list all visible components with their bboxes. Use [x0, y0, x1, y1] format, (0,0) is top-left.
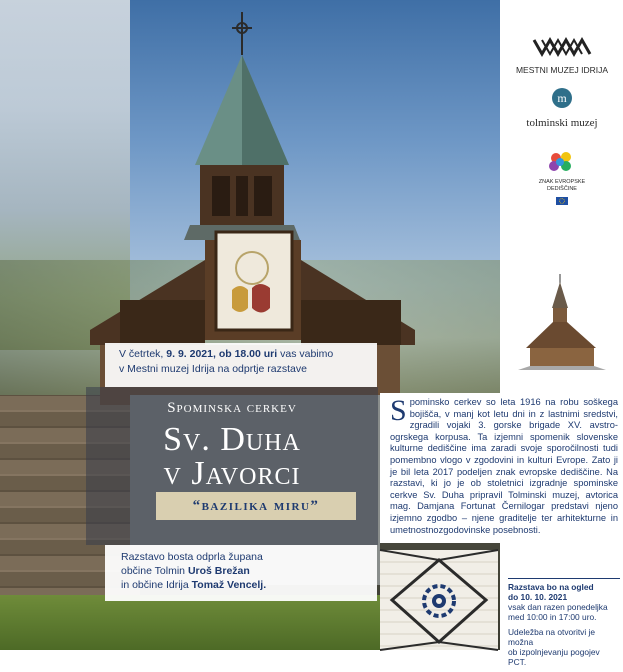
description-text: pominsko cerkev so leta 1916 na robu soškega bojišča, v manj kot letu dni in z lastnimi sredstvi, zgradili vojaki 3. gorske brigade XV. avstro-ogrskega korpusa. Ta izjemni spomenik slovenske kulturne dediščine ima zaradi svoje sporočilnosti tudi pomembno vlogo v zgodovini in kulturi Evrope. Zato ji je bil leta 2017 podeljen znak evropske dediščine. Na razstavi, ki jo je ob stoletnici izgradnje spominske cerkve Sv. Duha pripravil Tolminski muzej, avtorica mag. Damjana Fortunat Černilogar predstavi njeno izjemno zgodbo – njene graditelje ter arhitekturne in umetnostnozgodovinske posebnosti. [390, 397, 618, 535]
info-line4: med 10:00 in 17:00 uro. [508, 612, 597, 622]
info-divider [508, 578, 620, 579]
info-note2: ob izpolnjevanju pogojev PCT. [508, 647, 600, 667]
description-block [380, 393, 618, 543]
eu-label-line2: DEDIŠČINE [547, 186, 577, 192]
title-line1: Sv. Duha [163, 421, 301, 458]
info-line1: Razstava bo na ogled [508, 582, 594, 592]
idrija-logo-label: MESTNI MUZEJ IDRIJA [515, 65, 609, 75]
info-line3: vsak dan razen ponedeljka [508, 602, 608, 612]
title-subtitle: Spominska cerkev [167, 400, 297, 416]
idrija-museum-logo [512, 36, 612, 76]
opening-line3-prefix: in občine Idrija [121, 579, 189, 591]
info-note [508, 627, 620, 667]
svg-text:m: m [557, 91, 567, 105]
invitation-suffix: vas vabimo [280, 348, 334, 360]
info-line2: do 10. 10. 2021 [508, 592, 568, 602]
opening-line2 [121, 564, 377, 578]
exhibition-info [508, 578, 620, 672]
eu-flag-icon [534, 196, 590, 206]
idrija-logo-icon [512, 36, 612, 60]
ornament-image [380, 550, 498, 650]
info-dates [508, 582, 620, 622]
tolmin-logo-icon [512, 86, 612, 112]
title-line2: v Javorci [163, 455, 301, 492]
opening-line3 [121, 578, 377, 592]
church-model-image [508, 270, 613, 380]
opening-line1: Razstavo bosta odprla župana [121, 551, 263, 563]
tolmin-museum-logo [512, 86, 612, 130]
eu-label-line1: ZNAK EVROPSKE [538, 179, 586, 185]
invitation-date: 9. 9. 2021, ob 18.00 uri [166, 348, 278, 360]
info-note1: Udeležba na otvoritvi je možna [508, 627, 596, 647]
description-dropcap: S [390, 394, 407, 427]
cross-icon [232, 12, 252, 55]
invitation-line1 [119, 347, 377, 362]
european-heritage-label-logo [534, 150, 590, 202]
opening-line2-prefix: občine Tolmin [121, 565, 186, 577]
heritage-flower-icon [534, 150, 590, 174]
opening-name1: Uroš Brežan [187, 565, 250, 577]
opening-text [105, 545, 377, 601]
opening-name2: Tomaž Vencelj. [191, 579, 267, 591]
invitation-line2: v Mestni muzej Idrija na odprtje razstave [119, 363, 307, 375]
title-tagline: “bazilika miru” [156, 492, 356, 520]
invitation-text [105, 343, 377, 387]
tolmin-logo-label: tolminski muzej [526, 117, 598, 129]
invitation-prefix: V četrtek, [119, 348, 164, 360]
